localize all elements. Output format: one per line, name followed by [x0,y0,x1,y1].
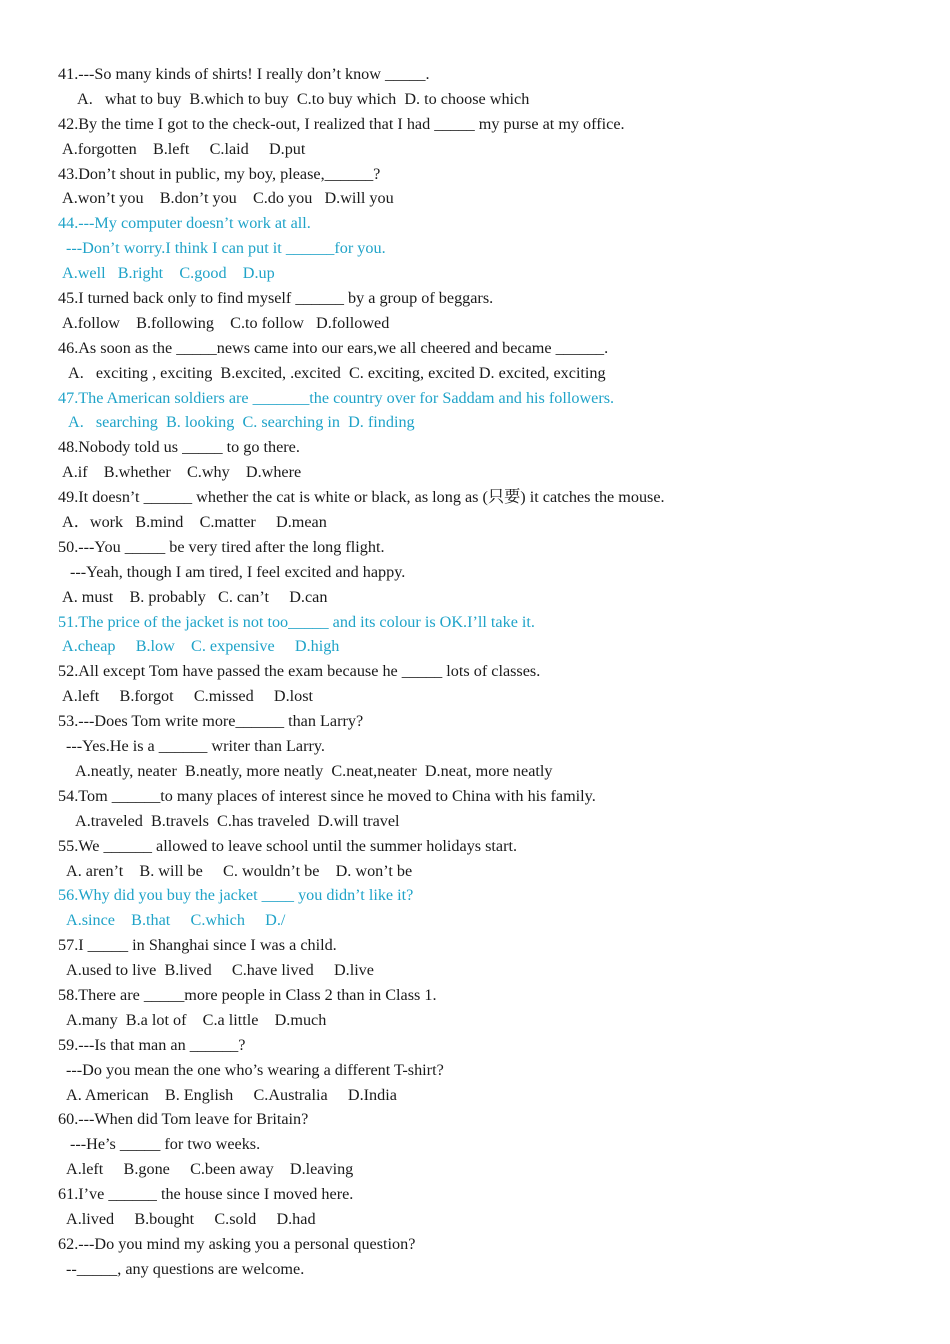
answer-options: A.many B.a lot of C.a little D.much [66,1010,327,1029]
answer-options: A. searching B. looking C. searching in D. finding [68,413,415,432]
answer-options: A. must B. probably C. can’t D.can [62,587,328,606]
answer-options: A. exciting , exciting B.excited, .excited C. exciting, excited D. excited, exciting [68,363,606,382]
question-text: 45.I turned back only to find myself ______ by a group of beggars. [58,289,494,308]
answer-options: A.left B.forgot C.missed D.lost [62,687,314,706]
question-text: 55.We ______ allowed to leave school until the summer holidays start. [58,836,518,855]
question-text: 43.Don’t shout in public, my boy, please,______? [58,164,381,183]
question-text: 61.I’ve ______ the house since I moved here. [58,1185,354,1204]
answer-options: ---He’s _____ for two weeks. [70,1135,261,1154]
question-text: 42.By the time I got to the check-out, I realized that I had _____ my purse at my office. [58,114,625,133]
answer-options: A.well B.right C.good D.up [62,264,275,283]
answer-options: ---Don’t worry.I think I can put it ______for you. [66,239,386,258]
question-text: 62.---Do you mind my asking you a personal question? [58,1234,416,1253]
answer-options: A.cheap B.low C. expensive D.high [62,637,340,656]
answer-options: ---Yeah, though I am tired, I feel excited and happy. [70,562,406,581]
answer-options: A.follow B.following C.to follow D.followed [62,313,390,332]
question-text: 44.---My computer doesn’t work at all. [58,214,311,233]
answer-options: A. aren’t B. will be C. wouldn’t be D. won’t be [66,861,413,880]
answer-options: ---Do you mean the one who’s wearing a different T-shirt? [66,1060,444,1079]
answer-options: A.if B.whether C.why D.where [62,463,302,482]
question-text: 58.There are _____more people in Class 2 than in Class 1. [58,985,437,1004]
question-text: 48.Nobody told us _____ to go there. [58,438,300,457]
answer-options: A. what to buy B.which to buy C.to buy which D. to choose which [77,89,530,108]
question-text: 59.---Is that man an ______? [58,1035,246,1054]
answer-options: A．work B.mind C.matter D.mean [62,513,327,532]
question-text: 56.Why did you buy the jacket ____ you didn’t like it? [58,886,414,905]
question-text: 52.All except Tom have passed the exam because he _____ lots of classes. [58,662,541,681]
answer-options: A.forgotten B.left C.laid D.put [62,139,306,158]
question-text: 57.I _____ in Shanghai since I was a child. [58,936,337,955]
answer-options: A.neatly, neater B.neatly, more neatly C.neat,neater D.neat, more neatly [75,761,553,780]
question-list [58,62,918,1282]
question-text: 51.The price of the jacket is not too_____ and its colour is OK.I’ll take it. [58,612,535,631]
question-text: 49.It doesn’t ______ whether the cat is white or black, as long as (只要) it catches the mouse. [58,488,665,507]
answer-options: A.used to live B.lived C.have lived D.live [66,961,374,980]
answer-options: ---Yes.He is a ______ writer than Larry. [66,737,325,756]
answer-options: A.lived B.bought C.sold D.had [66,1209,316,1228]
answer-options: --_____, any questions are welcome. [66,1259,305,1278]
question-text: 46.As soon as the _____news came into our ears,we all cheered and became ______. [58,338,609,357]
question-text: 50.---You _____ be very tired after the long flight. [58,537,385,556]
answer-options: A.since B.that C.which D./ [66,911,286,930]
question-text: 54.Tom ______to many places of interest since he moved to China with his family. [58,786,596,805]
answer-options: A. American B. English C.Australia D.India [66,1085,397,1104]
answer-options: A.left B.gone C.been away D.leaving [66,1160,354,1179]
answer-options: A.traveled B.travels C.has traveled D.will travel [75,811,400,830]
question-text: 41.---So many kinds of shirts! I really don’t know _____. [58,65,430,83]
answer-options: A.won’t you B.don’t you C.do you D.will you [62,189,394,208]
question-text: 53.---Does Tom write more______ than Larry? [58,712,364,731]
question-text: 60.---When did Tom leave for Britain? [58,1110,309,1129]
question-text: 47.The American soldiers are _______the country over for Saddam and his followers. [58,388,615,407]
